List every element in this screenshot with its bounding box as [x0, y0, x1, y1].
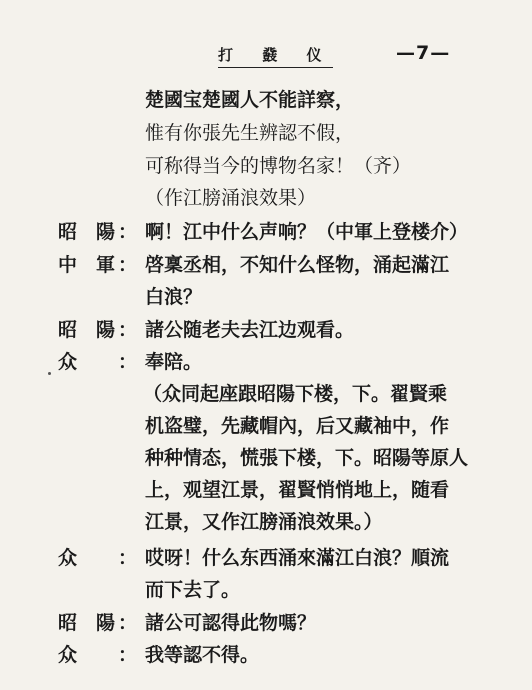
verse-line: 可称得当今的博物名家！（齐）	[145, 155, 412, 177]
page-header	[218, 44, 478, 74]
speech-line: 諸公随老夫去江边观看。	[145, 319, 355, 341]
speech-line: 我等認不得。	[145, 644, 260, 666]
speaker-colon: ：	[118, 221, 138, 243]
stage-direction-line: 种种情态，慌張下楼，下。昭陽等原人	[145, 447, 469, 469]
speaker-colon: ：	[118, 547, 138, 569]
running-title: 打 鼗 仪	[218, 44, 333, 68]
speaker-name: 中 軍	[58, 254, 116, 276]
speaker-colon: ：	[118, 254, 138, 276]
speaker-name: 众	[58, 547, 78, 569]
speech-line: 奉陪。	[145, 351, 203, 373]
page-number: —7—	[396, 42, 451, 64]
speech-line: 而下去了。	[145, 579, 241, 601]
speaker-name: 昭 陽	[58, 612, 116, 634]
stage-direction-line: 上，观望江景，翟賢悄悄地上，随看	[145, 479, 450, 501]
print-speck	[48, 372, 51, 375]
stage-direction-line: （众同起座跟昭陽下楼，下。翟賢乘	[143, 383, 448, 405]
speech-line: 諸公可認得此物嗎？	[145, 612, 317, 634]
stage-direction-line: 江景，又作江膀涌浪效果。）	[145, 511, 383, 533]
verse-line: 惟有你張先生辨認不假，	[145, 122, 355, 144]
speaker-colon: ：	[118, 351, 138, 373]
verse-line: 楚國宝楚國人不能詳察，	[145, 89, 355, 111]
speech-line: 哎呀！什么东西涌來滿江白浪？順流	[145, 547, 450, 569]
speaker-name: 昭 陽	[58, 221, 116, 243]
speaker-name: 昭 陽	[58, 319, 116, 341]
stage-direction-line: （作江膀涌浪效果）	[145, 187, 317, 209]
speaker-colon: ：	[118, 612, 138, 634]
stage-direction-line: 机盗璧，先藏帽內，后又藏袖中，作	[145, 415, 450, 437]
speech-line: 啊！江中什么声响？（中軍上登楼介）	[145, 221, 469, 243]
speech-line: 啓稟丞相，不知什么怪物，涌起滿江	[145, 254, 450, 276]
speaker-name: 众	[58, 351, 78, 373]
speech-line: 白浪？	[145, 286, 203, 308]
speaker-colon: ：	[118, 319, 138, 341]
speaker-name: 众	[58, 644, 78, 666]
speaker-colon: ：	[118, 644, 138, 666]
